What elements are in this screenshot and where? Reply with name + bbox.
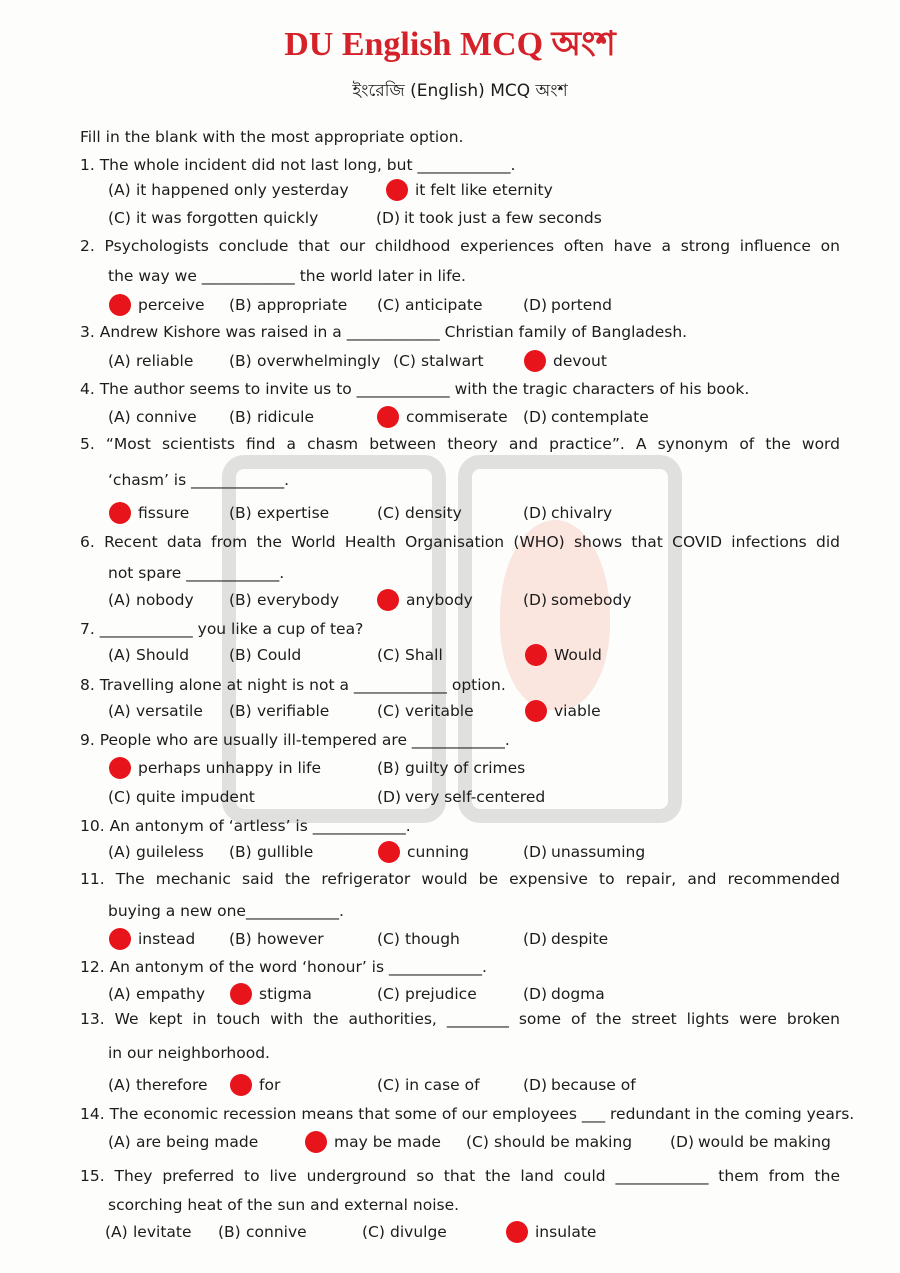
option-text-correct[interactable]: for bbox=[259, 1076, 281, 1094]
option-text-correct[interactable]: perceive bbox=[138, 296, 205, 314]
option-label: (D) bbox=[670, 1133, 695, 1151]
option-label: (B) bbox=[229, 352, 252, 370]
option-text[interactable]: guileless bbox=[136, 843, 204, 861]
option-label: (D) bbox=[523, 843, 548, 861]
answer-marker-icon bbox=[377, 589, 399, 611]
option-text[interactable]: somebody bbox=[551, 591, 632, 609]
option-label: (A) bbox=[108, 181, 131, 199]
option-text-correct[interactable]: viable bbox=[554, 702, 601, 720]
option-text[interactable]: ridicule bbox=[257, 408, 315, 426]
option-label: (C) bbox=[377, 985, 400, 1003]
option-text[interactable]: verifiable bbox=[257, 702, 330, 720]
answer-marker-icon bbox=[524, 350, 546, 372]
option-label: (C) bbox=[377, 296, 400, 314]
option-label: (B) bbox=[229, 591, 252, 609]
option-text-correct[interactable]: anybody bbox=[406, 591, 473, 609]
option-text[interactable]: connive bbox=[246, 1223, 307, 1241]
question-15-text: 15. They preferred to live underground so that the land could ____________ them from the bbox=[80, 1167, 840, 1185]
option-text[interactable]: appropriate bbox=[257, 296, 348, 314]
option-text[interactable]: because of bbox=[551, 1076, 636, 1094]
question-4-text: 4. The author seems to invite us to ____________ with the tragic characters of his book. bbox=[80, 380, 750, 398]
option-text[interactable]: therefore bbox=[136, 1076, 208, 1094]
option-text[interactable]: contemplate bbox=[551, 408, 649, 426]
option-text[interactable]: veritable bbox=[405, 702, 474, 720]
option-label: (D) bbox=[523, 930, 548, 948]
option-text-correct[interactable]: insulate bbox=[535, 1223, 597, 1241]
option-text[interactable]: would be making bbox=[698, 1133, 831, 1151]
option-text[interactable]: connive bbox=[136, 408, 197, 426]
option-text-correct[interactable]: commiserate bbox=[406, 408, 508, 426]
question-6-text: not spare ____________. bbox=[108, 564, 285, 582]
option-text[interactable]: gullible bbox=[257, 843, 314, 861]
option-text-correct[interactable]: cunning bbox=[407, 843, 469, 861]
answer-marker-icon bbox=[525, 700, 547, 722]
option-label: (C) bbox=[377, 646, 400, 664]
option-label: (A) bbox=[108, 1133, 131, 1151]
question-12-text: 12. An antonym of the word ‘honour’ is ____________. bbox=[80, 958, 487, 976]
option-label: (B) bbox=[229, 930, 252, 948]
option-text-correct[interactable]: it felt like eternity bbox=[415, 181, 553, 199]
answer-marker-icon bbox=[230, 1074, 252, 1096]
option-text[interactable]: levitate bbox=[133, 1223, 192, 1241]
option-text[interactable]: density bbox=[405, 504, 462, 522]
question-2-text: the way we ____________ the world later in life. bbox=[108, 267, 466, 285]
option-text[interactable]: are being made bbox=[136, 1133, 259, 1151]
question-13-text: in our neighborhood. bbox=[108, 1044, 270, 1062]
question-14-text: 14. The economic recession means that some of our employees ___ redundant in the coming years. bbox=[80, 1105, 855, 1123]
option-label: (B) bbox=[377, 759, 400, 777]
option-label: (A) bbox=[108, 352, 131, 370]
option-text[interactable]: though bbox=[405, 930, 460, 948]
question-1-text: 1. The whole incident did not last long, but ____________. bbox=[80, 156, 516, 174]
option-text[interactable]: guilty of crimes bbox=[405, 759, 526, 777]
option-text[interactable]: anticipate bbox=[405, 296, 483, 314]
question-5-text: 5. “Most scientists find a chasm between theory and practice”. A synonym of the word bbox=[80, 435, 840, 453]
option-text[interactable]: quite impudent bbox=[136, 788, 255, 806]
option-text[interactable]: stalwart bbox=[421, 352, 484, 370]
option-text[interactable]: in case of bbox=[405, 1076, 480, 1094]
option-text[interactable]: prejudice bbox=[405, 985, 477, 1003]
option-label: (C) bbox=[393, 352, 416, 370]
option-label: (D) bbox=[523, 985, 548, 1003]
option-label: (D) bbox=[377, 788, 402, 806]
option-label: (A) bbox=[108, 702, 131, 720]
answer-marker-icon bbox=[305, 1131, 327, 1153]
option-text-correct[interactable]: may be made bbox=[334, 1133, 441, 1151]
option-text[interactable]: chivalry bbox=[551, 504, 613, 522]
question-11-text: buying a new one____________. bbox=[108, 902, 344, 920]
option-text[interactable]: unassuming bbox=[551, 843, 646, 861]
option-text[interactable]: should be making bbox=[494, 1133, 633, 1151]
question-6-text: 6. Recent data from the World Health Organisation (WHO) shows that COVID infections did bbox=[80, 533, 840, 551]
option-text-correct[interactable]: perhaps unhappy in life bbox=[138, 759, 322, 777]
question-10-text: 10. An antonym of ‘artless’ is ____________. bbox=[80, 817, 411, 835]
option-text[interactable]: reliable bbox=[136, 352, 194, 370]
option-text[interactable]: expertise bbox=[257, 504, 330, 522]
option-text[interactable]: empathy bbox=[136, 985, 206, 1003]
option-text[interactable]: versatile bbox=[136, 702, 203, 720]
option-label: (B) bbox=[229, 296, 252, 314]
option-text[interactable]: Should bbox=[136, 646, 190, 664]
option-text-correct[interactable]: fissure bbox=[138, 504, 190, 522]
question-15-text: scorching heat of the sun and external noise. bbox=[108, 1196, 460, 1214]
answer-marker-icon bbox=[377, 406, 399, 428]
option-text[interactable]: dogma bbox=[551, 985, 605, 1003]
option-text[interactable]: everybody bbox=[257, 591, 340, 609]
option-label: (A) bbox=[108, 591, 131, 609]
option-label: (B) bbox=[229, 702, 252, 720]
answer-marker-icon bbox=[386, 179, 408, 201]
option-text[interactable]: however bbox=[257, 930, 324, 948]
question-2-text: 2. Psychologists conclude that our childhood experiences often have a strong influence on bbox=[80, 237, 840, 255]
option-label: (D) bbox=[523, 408, 548, 426]
answer-marker-icon bbox=[109, 928, 131, 950]
answer-marker-icon bbox=[525, 644, 547, 666]
option-text[interactable]: nobody bbox=[136, 591, 194, 609]
option-label: (C) bbox=[362, 1223, 385, 1241]
option-label: (D) bbox=[376, 209, 401, 227]
option-label: (D) bbox=[523, 504, 548, 522]
option-text[interactable]: overwhelmingly bbox=[257, 352, 381, 370]
answer-marker-icon bbox=[378, 841, 400, 863]
answer-marker-icon bbox=[109, 294, 131, 316]
option-label: (C) bbox=[377, 930, 400, 948]
option-label: (B) bbox=[229, 504, 252, 522]
option-label: (A) bbox=[108, 408, 131, 426]
option-label: (D) bbox=[523, 591, 548, 609]
option-label: (A) bbox=[108, 1076, 131, 1094]
question-8-text: 8. Travelling alone at night is not a ____________ option. bbox=[80, 676, 506, 694]
option-label: (A) bbox=[108, 843, 131, 861]
option-label: (D) bbox=[523, 1076, 548, 1094]
option-text-correct[interactable]: Would bbox=[554, 646, 602, 664]
option-text[interactable]: despite bbox=[551, 930, 609, 948]
option-label: (D) bbox=[523, 296, 548, 314]
page-subtitle: ইংরেজি (English) MCQ অংশ bbox=[352, 81, 568, 101]
option-label: (C) bbox=[377, 702, 400, 720]
option-text-correct[interactable]: instead bbox=[138, 930, 196, 948]
option-label: (C) bbox=[108, 788, 131, 806]
option-label: (A) bbox=[108, 646, 131, 664]
instruction: Fill in the blank with the most appropriate option. bbox=[80, 128, 464, 146]
question-13-text: 13. We kept in touch with the authorities, ________ some of the street lights were broken bbox=[80, 1010, 840, 1028]
option-label: (B) bbox=[229, 843, 252, 861]
option-label: (B) bbox=[229, 408, 252, 426]
option-label: (B) bbox=[218, 1223, 241, 1241]
option-label: (A) bbox=[108, 985, 131, 1003]
option-text[interactable]: divulge bbox=[390, 1223, 447, 1241]
answer-marker-icon bbox=[109, 502, 131, 524]
option-label: (C) bbox=[377, 504, 400, 522]
option-label: (C) bbox=[108, 209, 131, 227]
option-text[interactable]: Shall bbox=[405, 646, 443, 664]
option-label: (C) bbox=[377, 1076, 400, 1094]
question-7-text: 7. ____________ you like a cup of tea? bbox=[80, 620, 364, 638]
option-text[interactable]: it took just a few seconds bbox=[404, 209, 602, 227]
answer-marker-icon bbox=[230, 983, 252, 1005]
page-title: DU English MCQ অংশ bbox=[284, 26, 616, 63]
option-text[interactable]: it was forgotten quickly bbox=[136, 209, 319, 227]
option-label: (A) bbox=[105, 1223, 128, 1241]
answer-marker-icon bbox=[109, 757, 131, 779]
question-11-text: 11. The mechanic said the refrigerator would be expensive to repair, and recommended bbox=[80, 870, 840, 888]
question-9-text: 9. People who are usually ill-tempered are ____________. bbox=[80, 731, 510, 749]
option-text[interactable]: it happened only yesterday bbox=[136, 181, 349, 199]
option-text-correct[interactable]: devout bbox=[553, 352, 607, 370]
option-text[interactable]: Could bbox=[257, 646, 302, 664]
answer-marker-icon bbox=[506, 1221, 528, 1243]
question-5-text: ‘chasm’ is ____________. bbox=[108, 471, 290, 489]
option-text[interactable]: portend bbox=[551, 296, 612, 314]
option-label: (C) bbox=[466, 1133, 489, 1151]
question-3-text: 3. Andrew Kishore was raised in a ____________ Christian family of Bangladesh. bbox=[80, 323, 688, 341]
option-text-correct[interactable]: stigma bbox=[259, 985, 312, 1003]
option-label: (B) bbox=[229, 646, 252, 664]
option-text[interactable]: very self-centered bbox=[405, 788, 546, 806]
